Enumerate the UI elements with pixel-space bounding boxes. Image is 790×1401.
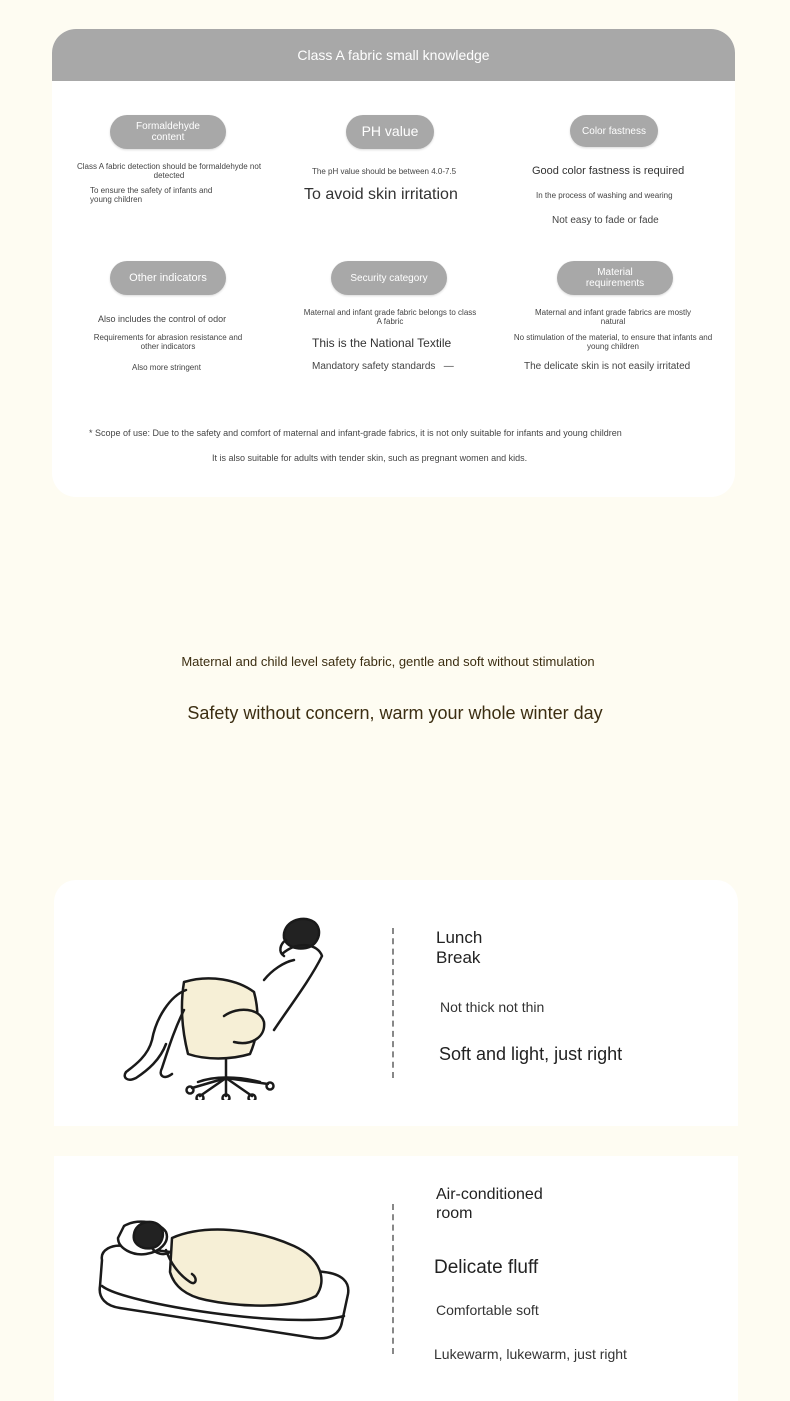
formaldehyde-line-1: Class A fabric detection should be formaldehyde not detected [76,162,262,180]
tag-ph-value: PH value [346,115,434,149]
ph-line-2: To avoid skin irritation [304,186,458,203]
material-line-3: The delicate skin is not easily irritated [524,361,691,372]
scene-1-title-line-1: Lunch [436,928,483,947]
scene-2-title-line-1: Air-conditioned [436,1186,543,1203]
scene-1-title-line-2: Break [436,948,481,967]
tag-material-requirements: Material requirements [557,261,673,295]
color-fastness-line-2: In the process of washing and wearing [536,191,673,200]
scene-2-text-1: Delicate fluff [434,1257,539,1278]
material-line-2: No stimulation of the material, to ensure that infants and young children [513,333,713,351]
fabric-knowledge-card [52,29,735,497]
tag-formaldehyde-content: Formaldehyde content [110,115,226,149]
other-indicators-line-1: Also includes the control of odor [98,314,227,324]
material-line-1: Maternal and infant grade fabrics are mostly natural [534,308,692,326]
scope-footnote-1: * Scope of use: Due to the safety and comfort of maternal and infant-grade fabrics, it is not only suitable for infants and young children [89,428,622,438]
other-indicators-line-2: Requirements for abrasion resistance and other indicators [93,333,243,351]
office-chair-nap-illustration [114,910,354,1100]
scene-2-text-3: Lukewarm, lukewarm, just right [434,1346,627,1362]
scope-footnote-2: It is also suitable for adults with tender skin, such as pregnant women and kids. [212,453,528,463]
formaldehyde-line-2: To ensure the safety of infants and young children [90,186,213,204]
color-fastness-line-3: Not easy to fade or fade [552,215,659,226]
security-line-2: This is the National Textile [312,336,452,350]
knowledge-card-title: Class A fabric small knowledge [52,29,735,81]
scene-2-title-line-2: room [436,1205,473,1222]
slogan-line-1: Maternal and child level safety fabric, gentle and soft without stimulation [181,654,595,669]
tag-color-fastness: Color fastness [570,115,658,147]
scene-divider [392,928,394,1078]
security-line-3: Mandatory safety standards — [312,361,454,372]
other-indicators-line-3: Also more stringent [132,363,201,372]
scene-2-text-2: Comfortable soft [436,1302,539,1318]
scene-lunch-break [54,880,738,1126]
scene-1-text-2: Soft and light, just right [439,1044,623,1064]
color-fastness-line-1: Good color fastness is required [532,165,685,177]
ph-line-1: The pH value should be between 4.0-7.5 [312,167,457,176]
tag-other-indicators: Other indicators [110,261,226,295]
scene-divider-2 [392,1204,394,1354]
mattress-sleep-illustration [94,1212,364,1352]
slogan-line-2: Safety without concern, warm your whole winter day [187,703,603,723]
scene-1-text-1: Not thick not thin [440,999,545,1015]
scene-air-conditioned-room [54,1156,738,1401]
tag-security-category: Security category [331,261,447,295]
security-line-1: Maternal and infant grade fabric belongs to class A fabric [303,308,477,326]
